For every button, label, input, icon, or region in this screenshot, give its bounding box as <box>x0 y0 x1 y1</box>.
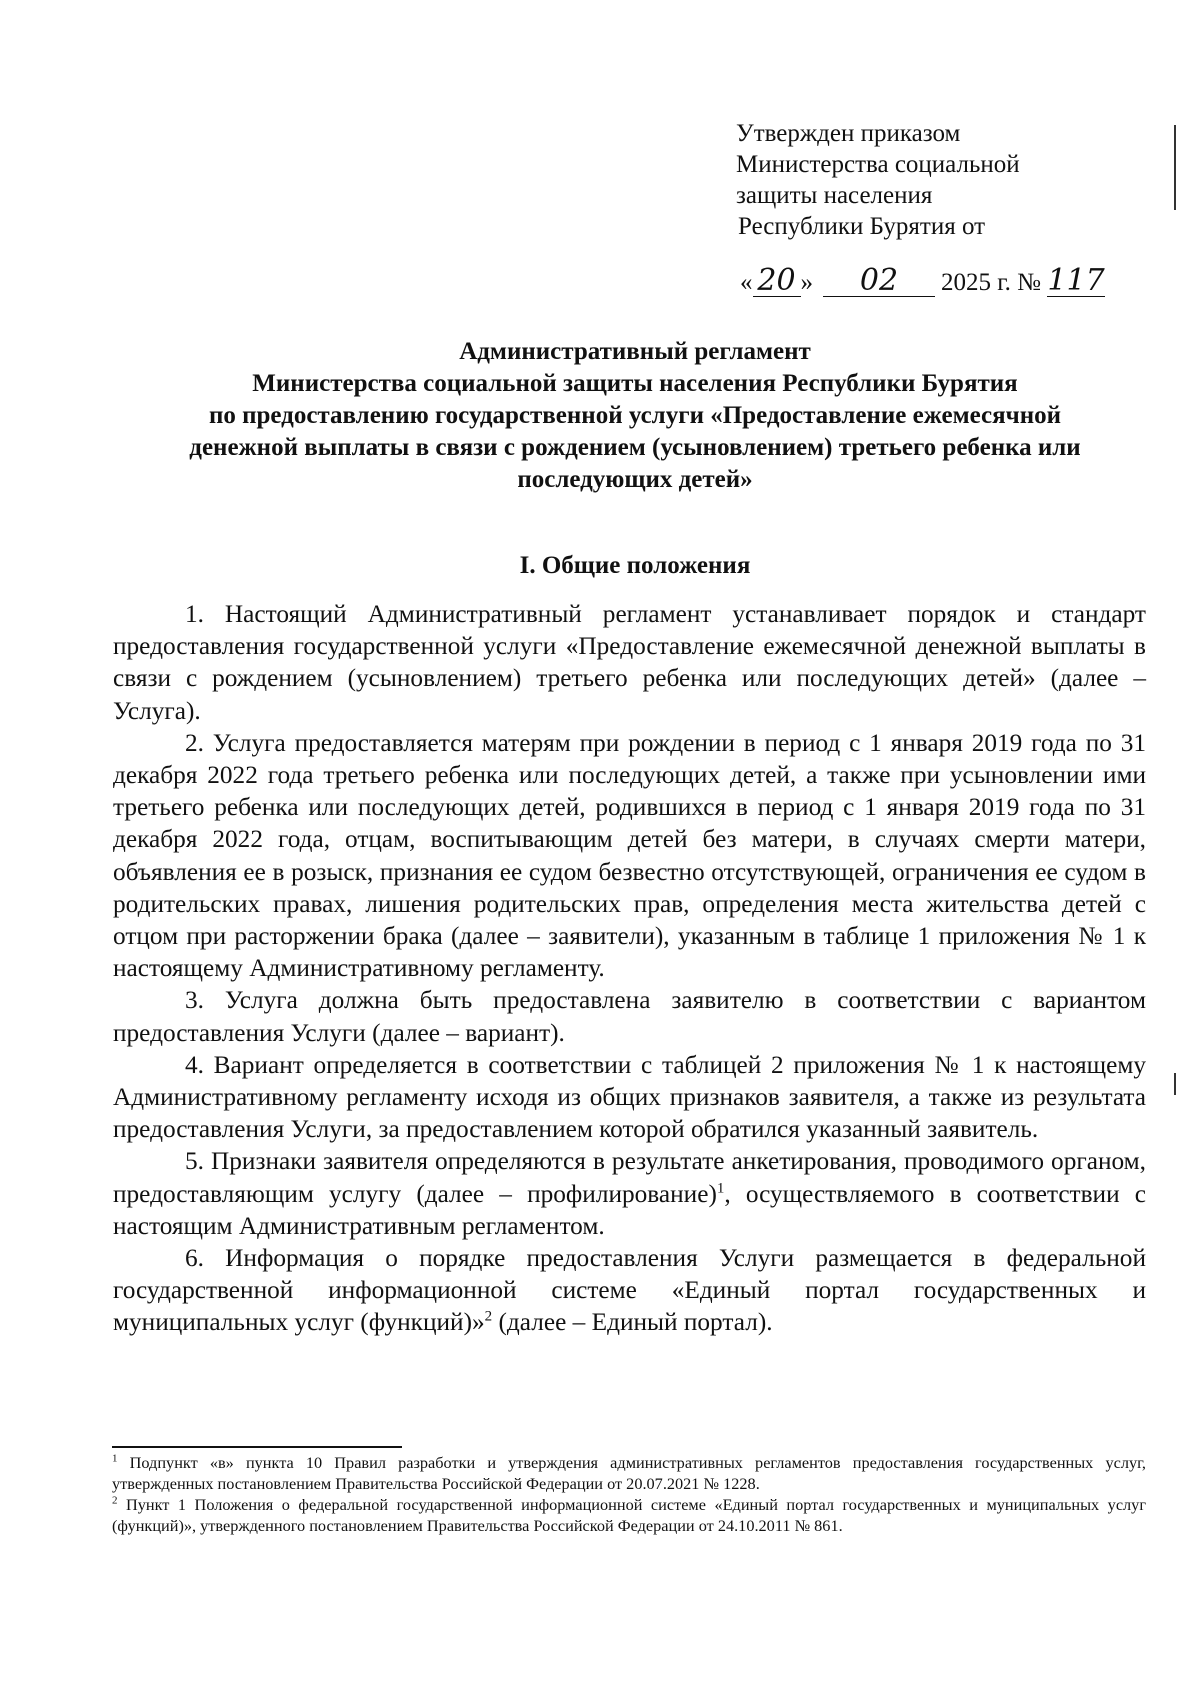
footnote-1-text: Подпункт «в» пункта 10 Правил разработки и утверждения административных регламентов предоставления государственных услуг, утвержденных постановлением Правительства Российской Федерации от 20.07.2021 № 1228. <box>112 1453 1146 1493</box>
title-line: Административный регламент <box>459 338 811 365</box>
footnote-mark-1: 1 <box>112 1452 118 1465</box>
paragraph-5 <box>113 1145 1146 1242</box>
title-line: денежной выплаты в связи с рождением (усыновлением) третьего ребенка или <box>189 434 1081 461</box>
title-line: по предоставлению государственной услуги «Предоставление ежемесячной <box>208 402 1062 429</box>
section-heading: I. Общие положения <box>519 552 751 579</box>
date-quote-open: « <box>740 269 753 296</box>
handwritten-day: 20 <box>753 266 801 297</box>
paragraph-5-tail: , осуществляемого в соответствии с настоящим Административным регламентом. <box>113 1179 1146 1240</box>
paragraph-5-text: 5. Признаки заявителя определяются в результате анкетирования, проводимого органом, предоставляющим услугу (далее – профилирование) <box>113 1147 1146 1208</box>
title-line: Министерства социальной защиты населения Республики Бурятия <box>252 370 1018 397</box>
paragraph-6-text: 6. Информация о порядке предоставления Услуги размещается в федеральной государственной информационной системе «Единый портал государственных и муниципальных услуг (функций)» <box>113 1244 1146 1337</box>
paragraph-3: 3. Услуга должна быть предоставлена заявителю в соответствии с вариантом предоставления Услуги (далее – вариант). <box>113 986 1146 1047</box>
document-body <box>113 598 1146 1339</box>
footnote-ref-1[interactable]: 1 <box>716 1180 725 1197</box>
approval-line: Утвержден приказом <box>736 120 961 147</box>
document-title <box>110 336 1160 496</box>
title-line: последующих детей» <box>517 466 753 493</box>
handwritten-month: 02 <box>823 266 935 297</box>
footnote-2 <box>112 1494 1146 1536</box>
footnotes <box>112 1452 1146 1536</box>
date-quote-close: » <box>800 269 813 296</box>
paragraph-2: 2. Услуга предоставляется матерям при рождении в период с 1 января 2019 года по 31 декабря 2022 года третьего ребенка или последующих детей, а также при усыновлении ими третьего ребенка или последующих детей, родившихся в период с 1 января 2019 года по 31 декабря 2022 года, отцам, воспитывающим детей без матери, в случаях смерти матери, объявления ее в розыск, признания ее судом безвестно отсутствующей, ограничения ее судом в родительских правах, лишения родительских прав, определения места жительства детей с отцом при расторжении брака (далее – заявители), указанным в таблице 1 приложения № 1 к настоящему Административному регламенту. <box>113 728 1146 983</box>
paragraph-6 <box>113 1242 1146 1339</box>
scan-edge-mark <box>1174 1073 1176 1095</box>
approval-line: защиты населения <box>736 182 933 209</box>
scan-edge-mark <box>1174 125 1176 210</box>
handwritten-order-number: 117 <box>1047 263 1105 298</box>
approval-line: Республики Бурятия от <box>738 213 986 240</box>
approval-line: Министерства социальной <box>736 151 1020 178</box>
footnote-separator <box>112 1446 402 1448</box>
paragraph-6-tail: (далее – Единый портал). <box>492 1308 773 1337</box>
approval-date-line <box>740 263 1105 298</box>
paragraph-1: 1. Настоящий Административный регламент устанавливает порядок и стандарт предоставления государственной услуги «Предоставление ежемесячной денежной выплаты в связи с рождением (усыновлением) третьего ребенка или последующих детей» (далее – Услуга). <box>113 600 1146 725</box>
footnote-2-text: Пункт 1 Положения о федеральной государственной информационной системе «Единый портал государственных и муниципальных услуг (функций)», утвержденного постановлением Правительства Российской Федерации от 24.10.2011 № 861. <box>112 1495 1146 1535</box>
footnote-mark-2: 2 <box>112 1494 118 1507</box>
date-year: 2025 г. № <box>941 269 1042 296</box>
approval-block <box>736 118 1020 242</box>
footnote-1 <box>112 1452 1146 1494</box>
paragraph-4: 4. Вариант определяется в соответствии с таблицей 2 приложения № 1 к настоящему Административному регламенту исходя из общих признаков заявителя, а также из результата предоставления Услуги, за предоставлением которой обратился указанный заявитель. <box>113 1050 1146 1144</box>
footnote-ref-2[interactable]: 2 <box>484 1309 493 1326</box>
